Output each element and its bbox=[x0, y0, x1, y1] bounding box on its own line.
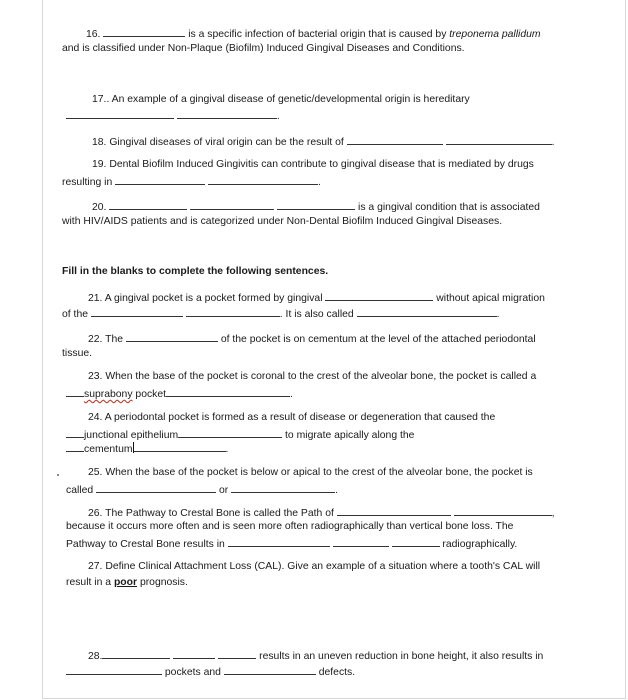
q17-blank-1[interactable] bbox=[66, 108, 174, 119]
q19-end: . bbox=[318, 177, 321, 188]
q25-end: . bbox=[335, 485, 338, 496]
q26-blank-2[interactable] bbox=[454, 505, 552, 516]
q22-line2: tissue. bbox=[62, 348, 93, 359]
q20-number: 20. bbox=[92, 202, 107, 213]
question-25: 25. When the base of the pocket is below or apical to the crest of the alveolar bone, the pocket is bbox=[88, 467, 533, 478]
question-16 bbox=[86, 26, 541, 41]
question-27: 27. Define Clinical Attachment Loss (CAL). Give an example of a situation where a tooth's CAL will bbox=[88, 561, 541, 572]
q28-blank-5[interactable] bbox=[224, 664, 316, 675]
q28-number: 28. bbox=[88, 651, 103, 662]
q28-defects: defects. bbox=[318, 667, 356, 678]
q26-text: 26. The Pathway to Crestal Bone is called the Path of bbox=[88, 508, 334, 519]
margin-dot bbox=[57, 474, 59, 476]
q22-number: 22. The bbox=[88, 334, 124, 345]
q21-also-called: . It is also called bbox=[279, 309, 354, 320]
q17-answer-line bbox=[66, 108, 280, 123]
q21-end: . bbox=[496, 309, 500, 320]
q19-blank-1[interactable] bbox=[115, 174, 205, 185]
q24-blank-1[interactable] bbox=[178, 427, 282, 438]
q20-blank-1[interactable] bbox=[109, 199, 187, 210]
q28-line2 bbox=[66, 664, 355, 679]
q20-blank-3[interactable] bbox=[277, 199, 355, 210]
q25-called: called bbox=[66, 485, 94, 496]
q18-blank-1[interactable] bbox=[347, 134, 443, 145]
q25-blank-2[interactable] bbox=[231, 482, 335, 493]
q23-blank[interactable] bbox=[166, 386, 290, 397]
q23-lead-blank[interactable] bbox=[66, 386, 84, 397]
q24-line3 bbox=[66, 441, 228, 456]
question-20 bbox=[92, 199, 540, 214]
q21-line2 bbox=[62, 306, 499, 321]
q21-blank-4[interactable] bbox=[357, 306, 497, 317]
q26-end: , bbox=[551, 508, 555, 519]
q26-blank-5[interactable] bbox=[392, 536, 440, 547]
q23-answer-line bbox=[66, 386, 293, 401]
q27-line2 bbox=[66, 576, 188, 589]
q24-blank-2[interactable] bbox=[134, 441, 226, 452]
q23-word: pocket bbox=[135, 389, 167, 400]
q26-blank-1[interactable] bbox=[337, 505, 451, 516]
question-18 bbox=[92, 134, 555, 149]
q16-text: is a specific infection of bacterial origin that is caused by bbox=[188, 29, 447, 40]
q24-answer-1: junctional epithelium bbox=[84, 430, 179, 441]
q19-blank-2[interactable] bbox=[208, 174, 318, 185]
q28-blank-2[interactable] bbox=[173, 648, 215, 659]
q21-blank-2[interactable] bbox=[91, 306, 183, 317]
q28-text: results in an uneven reduction in bone height, it also results in bbox=[259, 651, 544, 662]
q18-text: 18. Gingival diseases of viral origin can be the result of bbox=[92, 137, 344, 148]
q19-line2 bbox=[62, 174, 321, 189]
q28-blank-3[interactable] bbox=[218, 648, 256, 659]
q26-blank-3[interactable] bbox=[228, 536, 330, 547]
q28-blank-4[interactable] bbox=[66, 664, 162, 675]
q20-text: is a gingival condition that is associated bbox=[358, 202, 540, 213]
q27-result-in: result in a bbox=[66, 577, 112, 588]
q26-line2: because it occurs more often and is seen more often radiographically than vertical bone loss. The bbox=[66, 521, 514, 532]
q22-text: of the pocket is on cementum at the level of the attached periodontal bbox=[220, 334, 536, 345]
q23-answer: suprabony bbox=[84, 389, 133, 400]
question-22 bbox=[88, 331, 536, 346]
q21-of-the: of the bbox=[62, 309, 88, 320]
q25-line2 bbox=[66, 482, 338, 497]
q24-line2 bbox=[66, 427, 414, 442]
q27-poor: poor bbox=[113, 577, 138, 588]
q25-or: or bbox=[218, 485, 229, 496]
question-17: 17.. An example of a gingival disease of genetic/developmental origin is hereditary bbox=[92, 94, 470, 105]
q18-end: . bbox=[551, 137, 555, 148]
q17-end: . bbox=[276, 111, 280, 122]
question-19: 19. Dental Biofilm Induced Gingivitis can contribute to gingival disease that is mediated by drugs bbox=[92, 159, 534, 170]
q18-blank-2[interactable] bbox=[446, 134, 552, 145]
q20-blank-2[interactable] bbox=[190, 199, 274, 210]
question-23: 23. When the base of the pocket is coronal to the crest of the alveolar bone, the pocket is called a bbox=[88, 371, 537, 382]
q16-line2: and is classified under Non-Plaque (Biofilm) Induced Gingival Diseases and Conditions. bbox=[62, 43, 465, 54]
question-21 bbox=[88, 290, 545, 305]
q19-resulting: resulting in bbox=[62, 177, 113, 188]
q26-radiographically: radiographically. bbox=[442, 539, 518, 550]
q24-lead-blank-2[interactable] bbox=[66, 441, 84, 452]
q20-line2: with HIV/AIDS patients and is categorized under Non-Dental Biofilm Induced Gingival Diseases. bbox=[62, 216, 503, 227]
q26-results-in: Pathway to Crestal Bone results in bbox=[66, 539, 225, 550]
q17-blank-2[interactable] bbox=[177, 108, 277, 119]
q21-text-end: without apical migration bbox=[436, 293, 545, 304]
section-heading: Fill in the blanks to complete the following sentences. bbox=[62, 266, 329, 277]
q26-line3 bbox=[66, 536, 517, 551]
question-26 bbox=[88, 505, 555, 520]
q16-blank[interactable] bbox=[103, 26, 185, 37]
q27-prognosis: prognosis. bbox=[139, 577, 188, 588]
q23-end: . bbox=[290, 389, 293, 400]
q21-text: 21. A gingival pocket is a pocket formed by gingival bbox=[88, 293, 323, 304]
q24-answer-2: cementum bbox=[84, 444, 133, 455]
q28-pockets: pockets and bbox=[164, 667, 221, 678]
q25-blank-1[interactable] bbox=[96, 482, 216, 493]
q24-mid: to migrate apically along the bbox=[285, 430, 415, 441]
question-24: 24. A periodontal pocket is formed as a result of disease or degeneration that caused the bbox=[88, 412, 496, 423]
q16-number: 16. bbox=[86, 29, 101, 40]
q21-blank-1[interactable] bbox=[325, 290, 433, 301]
q24-lead-blank-1[interactable] bbox=[66, 427, 84, 438]
q26-blank-4[interactable] bbox=[333, 536, 389, 547]
q22-blank[interactable] bbox=[126, 331, 218, 342]
q24-end: . bbox=[225, 444, 229, 455]
q16-italic: treponema pallidum bbox=[449, 29, 541, 40]
question-28 bbox=[88, 648, 543, 663]
q21-blank-3[interactable] bbox=[186, 306, 280, 317]
q28-blank-1[interactable] bbox=[102, 648, 170, 659]
